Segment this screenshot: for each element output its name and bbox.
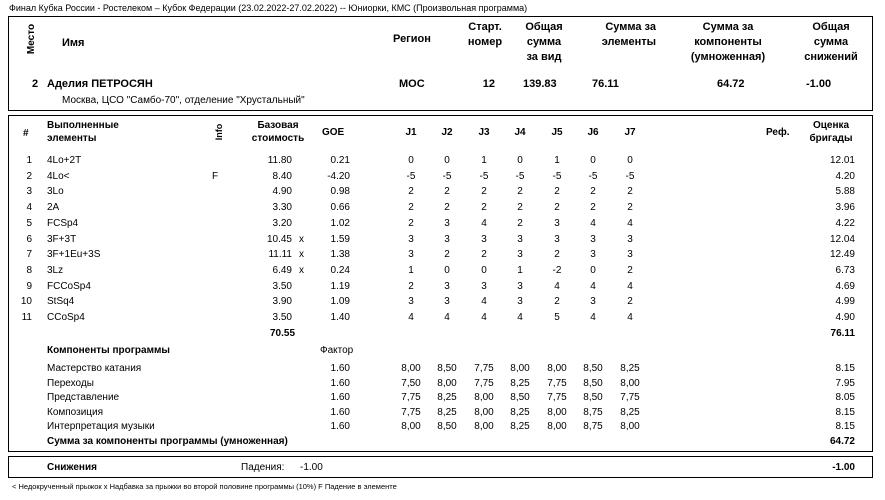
element-judge-score: 3 xyxy=(481,233,487,245)
element-code: 3F+1Eu+3S xyxy=(47,249,101,261)
element-judge-score: 2 xyxy=(408,202,414,214)
elements-total: 76.11 xyxy=(830,328,855,339)
judge-header: J6 xyxy=(587,127,599,138)
element-row xyxy=(0,155,885,169)
element-base: 11.11 xyxy=(268,249,292,261)
element-judge-score: 3 xyxy=(408,249,414,261)
component-judge-score: 8,25 xyxy=(510,406,530,418)
element-score: 4.20 xyxy=(835,170,855,182)
component-judge-score: 8,00 xyxy=(620,377,640,389)
element-judge-score: 3 xyxy=(627,233,633,245)
component-judge-score: 8,25 xyxy=(510,421,530,432)
total-score-header: Общая сумма за вид xyxy=(525,21,563,63)
element-base: 8.40 xyxy=(272,170,292,182)
footnote: < Недокрученный прыжок x Надбавка за прыжки во второй половине программы (10%) F Падение в элементе xyxy=(12,482,397,491)
element-judge-score: 2 xyxy=(444,186,450,198)
element-code: 4Lo< xyxy=(47,170,70,182)
component-judge-score: 8,00 xyxy=(401,363,421,374)
component-score: 7.95 xyxy=(835,377,855,389)
element-num: 2 xyxy=(26,170,32,182)
component-judge-score: 8,50 xyxy=(583,392,603,403)
element-judge-score: 3 xyxy=(444,217,450,229)
element-judge-score: 4 xyxy=(408,312,414,323)
element-num: 6 xyxy=(26,233,32,245)
element-judge-score: -5 xyxy=(515,170,525,182)
component-judge-score: 8,50 xyxy=(583,363,603,374)
element-judge-score: 4 xyxy=(627,280,633,292)
components-title: Компоненты программы xyxy=(47,345,170,356)
component-judge-score: 7,50 xyxy=(401,377,421,389)
element-judge-score: 4 xyxy=(627,217,633,229)
element-code: StSq4 xyxy=(47,296,75,308)
element-goe: 0.24 xyxy=(330,264,350,276)
element-judge-score: 4 xyxy=(481,217,487,229)
element-row xyxy=(0,171,885,185)
component-row xyxy=(0,378,885,392)
deductions-total: -1.00 xyxy=(832,462,855,473)
component-name: Композиция xyxy=(47,406,104,418)
element-bonus-mark: x xyxy=(299,264,304,276)
element-judge-score: 3 xyxy=(554,233,560,245)
component-judge-score: 7,75 xyxy=(547,392,567,403)
element-judge-score: 2 xyxy=(408,186,414,198)
deductions-label: Снижения xyxy=(47,462,97,473)
components-sum-value: 64.72 xyxy=(829,436,855,447)
element-row xyxy=(0,296,885,310)
element-base: 4.90 xyxy=(272,186,292,198)
component-judge-score: 8,25 xyxy=(620,406,640,418)
element-score: 4.99 xyxy=(835,296,855,308)
element-judge-score: 4 xyxy=(517,312,523,323)
element-code: CCoSp4 xyxy=(47,312,85,323)
component-judge-score: 8,75 xyxy=(583,421,603,432)
element-judge-score: 2 xyxy=(517,217,523,229)
component-judge-score: 8,25 xyxy=(437,392,457,403)
component-row xyxy=(0,407,885,421)
element-judge-score: 3 xyxy=(444,296,450,308)
element-judge-score: 1 xyxy=(554,155,560,166)
element-base: 3.50 xyxy=(272,312,292,323)
element-judge-score: 4 xyxy=(590,280,596,292)
element-goe: 1.19 xyxy=(330,280,350,292)
element-judge-score: 3 xyxy=(590,296,596,308)
element-row xyxy=(0,265,885,279)
component-judge-score: 8,00 xyxy=(401,421,421,432)
element-judge-score: 0 xyxy=(517,155,523,166)
component-judge-score: 8,00 xyxy=(620,421,640,432)
element-judge-score: 3 xyxy=(481,280,487,292)
component-judge-score: 7,75 xyxy=(620,392,640,403)
element-score: 4.69 xyxy=(835,280,855,292)
judge-header: J3 xyxy=(478,127,490,138)
element-score: 5.88 xyxy=(835,186,855,198)
element-code: 4Lo+2T xyxy=(47,155,82,166)
element-judge-score: 3 xyxy=(517,280,523,292)
element-code: FCSp4 xyxy=(47,217,79,229)
component-score: 8.15 xyxy=(835,363,855,374)
skater-components-score: 64.72 xyxy=(717,78,745,90)
element-judge-score: 2 xyxy=(627,296,633,308)
element-judge-score: 2 xyxy=(554,202,560,214)
component-judge-score: 7,75 xyxy=(474,377,494,389)
element-judge-score: 2 xyxy=(481,249,487,261)
element-goe: 1.09 xyxy=(330,296,350,308)
element-judge-score: 3 xyxy=(408,233,414,245)
element-judge-score: 2 xyxy=(517,186,523,198)
element-judge-score: 0 xyxy=(590,264,596,276)
element-code: FCCoSp4 xyxy=(47,280,91,292)
component-row xyxy=(0,392,885,406)
judge-header: J2 xyxy=(441,127,453,138)
element-judge-score: 5 xyxy=(554,312,560,323)
element-judge-score: 3 xyxy=(517,249,523,261)
element-judge-score: 4 xyxy=(627,312,633,323)
element-header: Выполненные элементы xyxy=(47,120,119,144)
component-judge-score: 8,00 xyxy=(474,421,494,432)
component-factor: 1.60 xyxy=(330,406,350,418)
falls-label: Падения: xyxy=(241,462,285,473)
element-judge-score: 4 xyxy=(590,312,596,323)
deductions-box xyxy=(8,456,873,478)
element-row xyxy=(0,312,885,326)
component-judge-score: 8,50 xyxy=(583,377,603,389)
component-score: 8.15 xyxy=(835,406,855,418)
element-judge-score: 2 xyxy=(590,202,596,214)
component-name: Мастерство катания xyxy=(47,363,142,374)
component-judge-score: 8,75 xyxy=(583,406,603,418)
component-judge-score: 8,00 xyxy=(474,406,494,418)
element-goe: 0.66 xyxy=(330,202,350,214)
element-goe: 1.59 xyxy=(330,233,350,245)
judge-header: J1 xyxy=(405,127,417,138)
element-row xyxy=(0,202,885,216)
element-base: 11.80 xyxy=(267,155,292,166)
element-judge-score: 4 xyxy=(590,217,596,229)
element-num: 1 xyxy=(26,155,32,166)
skater-deductions: -1.00 xyxy=(806,78,832,90)
element-score: 12.49 xyxy=(829,249,855,261)
base-total: 70.55 xyxy=(270,328,296,339)
judge-header: J7 xyxy=(624,127,636,138)
element-judge-score: 2 xyxy=(627,264,633,276)
element-base: 10.45 xyxy=(266,233,292,245)
component-factor: 1.60 xyxy=(330,363,350,374)
skater-start-number: 12 xyxy=(482,78,495,90)
element-judge-score: 1 xyxy=(517,264,523,276)
element-code: 2A xyxy=(47,202,60,214)
element-judge-score: -5 xyxy=(406,170,416,182)
element-judge-score: 3 xyxy=(517,296,523,308)
component-factor: 1.60 xyxy=(330,392,350,403)
element-base: 3.20 xyxy=(272,217,292,229)
element-row xyxy=(0,281,885,295)
element-judge-score: 0 xyxy=(481,264,487,276)
element-judge-score: 2 xyxy=(408,280,414,292)
element-row xyxy=(0,186,885,200)
ref-header: Реф. xyxy=(766,127,790,138)
element-row xyxy=(0,249,885,263)
component-name: Переходы xyxy=(47,377,94,389)
element-judge-score: 0 xyxy=(408,155,414,166)
elements-total-header: Сумма за элементы xyxy=(601,21,656,48)
element-judge-score: 0 xyxy=(444,264,450,276)
element-judge-score: 3 xyxy=(554,217,560,229)
element-judge-score: 0 xyxy=(590,155,596,166)
element-score: 12.04 xyxy=(829,233,855,245)
falls-value: -1.00 xyxy=(300,462,323,473)
element-judge-score: -5 xyxy=(442,170,452,182)
skater-name: Аделия ПЕТРОСЯН xyxy=(47,78,153,90)
factor-header: Фактор xyxy=(320,345,354,356)
element-base: 3.90 xyxy=(272,296,292,308)
element-score: 3.96 xyxy=(835,202,855,214)
skater-region: МОС xyxy=(399,78,425,90)
component-factor: 1.60 xyxy=(330,377,350,389)
element-judge-score: 2 xyxy=(481,186,487,198)
deductions-total-header: Общая сумма снижений xyxy=(804,21,858,63)
element-num: 11 xyxy=(21,312,32,323)
element-judge-score: 4 xyxy=(444,312,450,323)
element-judge-score: 3 xyxy=(517,233,523,245)
element-base: 3.50 xyxy=(272,280,292,292)
component-judge-score: 8,00 xyxy=(510,363,530,374)
component-judge-score: 8,50 xyxy=(437,363,457,374)
component-row xyxy=(0,363,885,377)
element-goe: -4.20 xyxy=(327,170,350,182)
element-judge-score: 4 xyxy=(554,280,560,292)
component-judge-score: 8,50 xyxy=(437,421,457,432)
element-judge-score: -5 xyxy=(552,170,562,182)
element-judge-score: 2 xyxy=(444,249,450,261)
protocol-title: Финал Кубка России - Ростелеком – Кубок Федерации (23.02.2022-27.02.2022) -- Юниорки, КМС (Произвольная программа) xyxy=(9,3,528,13)
element-judge-score: 3 xyxy=(590,249,596,261)
judge-header: J4 xyxy=(514,127,526,138)
element-num: 4 xyxy=(26,202,32,214)
component-judge-score: 8,50 xyxy=(510,392,530,403)
element-goe: 1.40 xyxy=(330,312,350,323)
info-header: Info xyxy=(214,123,224,141)
element-judge-score: 2 xyxy=(444,202,450,214)
element-score: 12.01 xyxy=(829,155,855,166)
element-info: F xyxy=(212,170,219,182)
component-score: 8.05 xyxy=(835,392,855,403)
element-judge-score: 2 xyxy=(627,186,633,198)
element-judge-score: 2 xyxy=(517,202,523,214)
component-judge-score: 8,00 xyxy=(547,421,567,432)
component-judge-score: 8,25 xyxy=(620,363,640,374)
element-score: 4.90 xyxy=(835,312,855,323)
element-num: 7 xyxy=(26,249,32,261)
element-judge-score: 2 xyxy=(554,296,560,308)
element-num: 10 xyxy=(20,296,32,308)
num-header: # xyxy=(23,128,29,139)
element-judge-score: 4 xyxy=(481,296,487,308)
component-factor: 1.60 xyxy=(330,421,350,432)
element-goe: 1.38 xyxy=(330,249,350,261)
element-judge-score: 2 xyxy=(627,202,633,214)
skater-club: Москва, ЦСО "Самбо-70", отделение "Хрустальный" xyxy=(62,95,305,106)
component-judge-score: 8,00 xyxy=(547,406,567,418)
element-code: 3Lo xyxy=(47,186,64,198)
place-header: Место xyxy=(26,23,37,55)
element-score: 4.22 xyxy=(835,217,855,229)
component-row xyxy=(0,421,885,435)
component-score: 8.15 xyxy=(835,421,855,432)
base-header: Базовая стоимость xyxy=(251,120,305,144)
region-header: Регион xyxy=(393,33,431,45)
component-judge-score: 7,75 xyxy=(401,392,421,403)
element-judge-score: -5 xyxy=(625,170,635,182)
element-bonus-mark: x xyxy=(299,249,304,261)
element-goe: 0.21 xyxy=(330,155,350,166)
element-score: 6.73 xyxy=(835,264,855,276)
component-judge-score: 8,00 xyxy=(547,363,567,374)
component-judge-score: 8,25 xyxy=(437,406,457,418)
element-judge-score: 1 xyxy=(408,264,414,276)
components-sum-label: Сумма за компоненты программы (умноженная) xyxy=(47,436,288,447)
component-judge-score: 7,75 xyxy=(474,363,494,374)
element-judge-score: 2 xyxy=(590,186,596,198)
component-judge-score: 8,00 xyxy=(474,392,494,403)
element-num: 3 xyxy=(26,186,32,198)
element-judge-score: -5 xyxy=(479,170,489,182)
component-judge-score: 8,00 xyxy=(437,377,457,389)
element-judge-score: 2 xyxy=(554,186,560,198)
element-num: 8 xyxy=(26,264,32,276)
component-name: Представление xyxy=(47,392,120,403)
element-row xyxy=(0,234,885,248)
panel-header: Оценка бригады xyxy=(809,120,853,144)
element-goe: 1.02 xyxy=(330,217,350,229)
judge-header: J5 xyxy=(551,127,563,138)
component-judge-score: 7,75 xyxy=(401,406,421,418)
element-row xyxy=(0,218,885,232)
components-total-header: Сумма за компоненты (умноженная) xyxy=(690,21,766,63)
element-judge-score: 4 xyxy=(481,312,487,323)
goe-header: GOE xyxy=(322,127,345,138)
name-header: Имя xyxy=(62,37,85,49)
element-judge-score: 1 xyxy=(481,155,487,166)
element-num: 9 xyxy=(26,280,32,292)
element-code: 3Lz xyxy=(47,264,64,276)
skater-elements-score: 76.11 xyxy=(592,78,619,90)
skater-total-score: 139.83 xyxy=(523,78,557,90)
element-judge-score: 3 xyxy=(590,233,596,245)
element-judge-score: -2 xyxy=(552,264,562,276)
element-judge-score: -5 xyxy=(588,170,598,182)
start-number-header: Старт. номер xyxy=(467,21,503,48)
element-judge-score: 0 xyxy=(444,155,450,166)
element-goe: 0.98 xyxy=(330,186,350,198)
skater-place: 2 xyxy=(32,78,39,90)
component-judge-score: 8,25 xyxy=(510,377,530,389)
element-base: 6.49 xyxy=(272,264,292,276)
element-judge-score: 2 xyxy=(481,202,487,214)
element-bonus-mark: x xyxy=(299,233,304,245)
element-base: 3.30 xyxy=(272,202,292,214)
element-judge-score: 3 xyxy=(627,249,633,261)
element-judge-score: 0 xyxy=(627,155,633,166)
element-judge-score: 3 xyxy=(444,233,450,245)
component-judge-score: 7,75 xyxy=(547,377,567,389)
element-judge-score: 2 xyxy=(408,217,414,229)
element-num: 5 xyxy=(26,217,32,229)
component-name: Интерпретация музыки xyxy=(47,421,155,432)
element-judge-score: 3 xyxy=(444,280,450,292)
element-code: 3F+3T xyxy=(47,233,77,245)
element-judge-score: 2 xyxy=(554,249,560,261)
element-judge-score: 3 xyxy=(408,296,414,308)
